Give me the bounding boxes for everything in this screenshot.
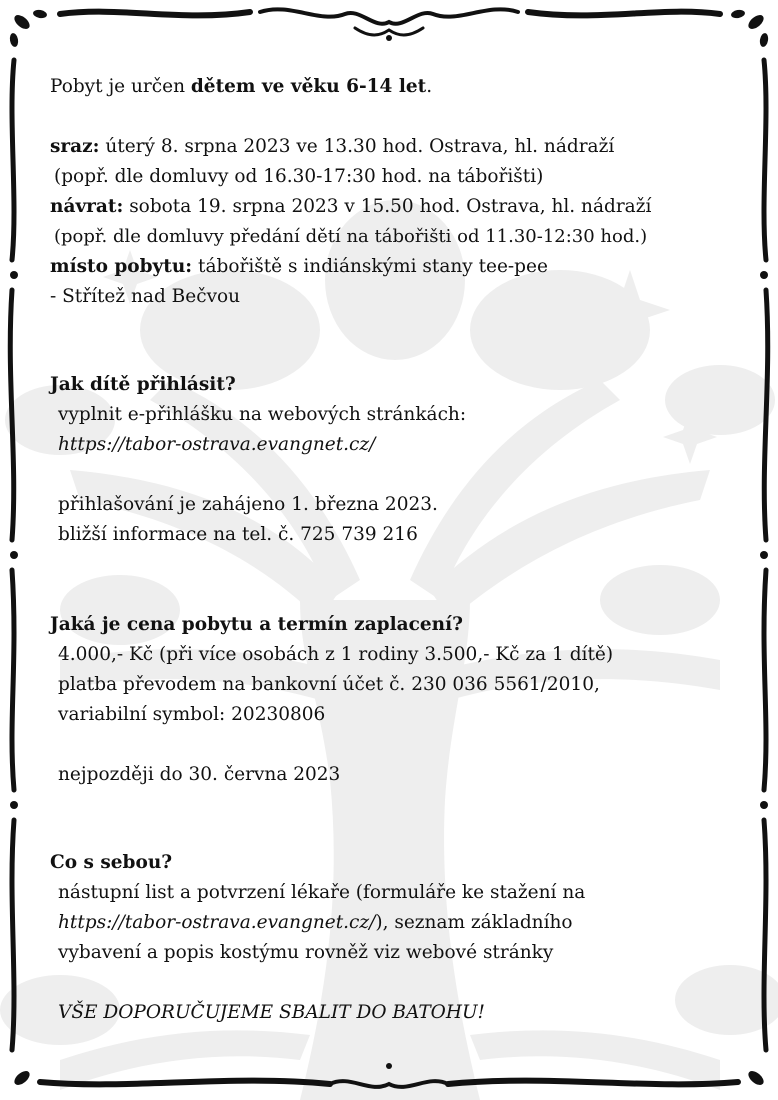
price-deadline: nejpozději do 30. června 2023: [58, 764, 341, 785]
bring-url-link[interactable]: https://tabor-ostrava.evangnet.cz/: [58, 912, 376, 933]
sraz-note: (popř. dle domluvy od 16.30-17:30 hod. na tábořišti): [54, 166, 544, 187]
navrat-label: návrat:: [50, 196, 124, 217]
misto-text: tábořiště s indiánskými stany tee-pee: [198, 256, 548, 277]
bring-line3: vybavení a popis kostýmu rovněž viz webové stránky: [58, 942, 554, 963]
navrat-line: [50, 194, 651, 220]
misto-line: [50, 254, 548, 280]
sraz-text: úterý 8. srpna 2023 ve 13.30 hod. Ostrava, hl. nádraží: [105, 136, 615, 157]
navrat-note: (popř. dle domluvy předání dětí na tábořišti od 11.30-12:30 hod.): [54, 226, 648, 247]
registration-line1: vyplnit e-přihlášku na webových stránkách:: [58, 404, 467, 425]
sraz-label: sraz:: [50, 136, 100, 157]
navrat-text: sobota 19. srpna 2023 v 15.50 hod. Ostrava, hl. nádraží: [129, 196, 652, 217]
registration-heading: Jak dítě přihlásit?: [50, 374, 236, 395]
closing-note: VŠE DOPORUČUJEME SBALIT DO BATOHU!: [58, 1002, 485, 1023]
registration-url-link[interactable]: https://tabor-ostrava.evangnet.cz/: [58, 434, 376, 455]
intro-prefix: Pobyt je určen: [50, 76, 191, 97]
registration-line2: přihlašování je zahájeno 1. března 2023.: [58, 494, 438, 515]
bring-line2-rest: ), seznam základního: [375, 912, 573, 933]
bring-line2: [58, 910, 573, 936]
intro-suffix: .: [426, 76, 433, 97]
intro-line: [50, 74, 432, 100]
registration-phone: bližší informace na tel. č. 725 739 216: [58, 524, 418, 545]
bring-line1: nástupní list a potvrzení lékaře (formuláře ke stažení na: [58, 882, 586, 903]
bring-heading: Co s sebou?: [50, 852, 173, 873]
price-line3: variabilní symbol: 20230806: [58, 704, 326, 725]
misto-label: místo pobytu:: [50, 256, 193, 277]
misto-line2: - Střítež nad Bečvou: [50, 286, 241, 307]
sraz-line: [50, 134, 614, 160]
price-line1: 4.000,- Kč (při více osobách z 1 rodiny 3.500,- Kč za 1 dítě): [58, 644, 614, 665]
intro-age-range: dětem ve věku 6-14 let: [190, 76, 427, 97]
price-heading: Jaká je cena pobytu a termín zaplacení?: [50, 614, 463, 635]
price-line2: platba převodem na bankovní účet č. 230 036 5561/2010,: [58, 674, 600, 695]
